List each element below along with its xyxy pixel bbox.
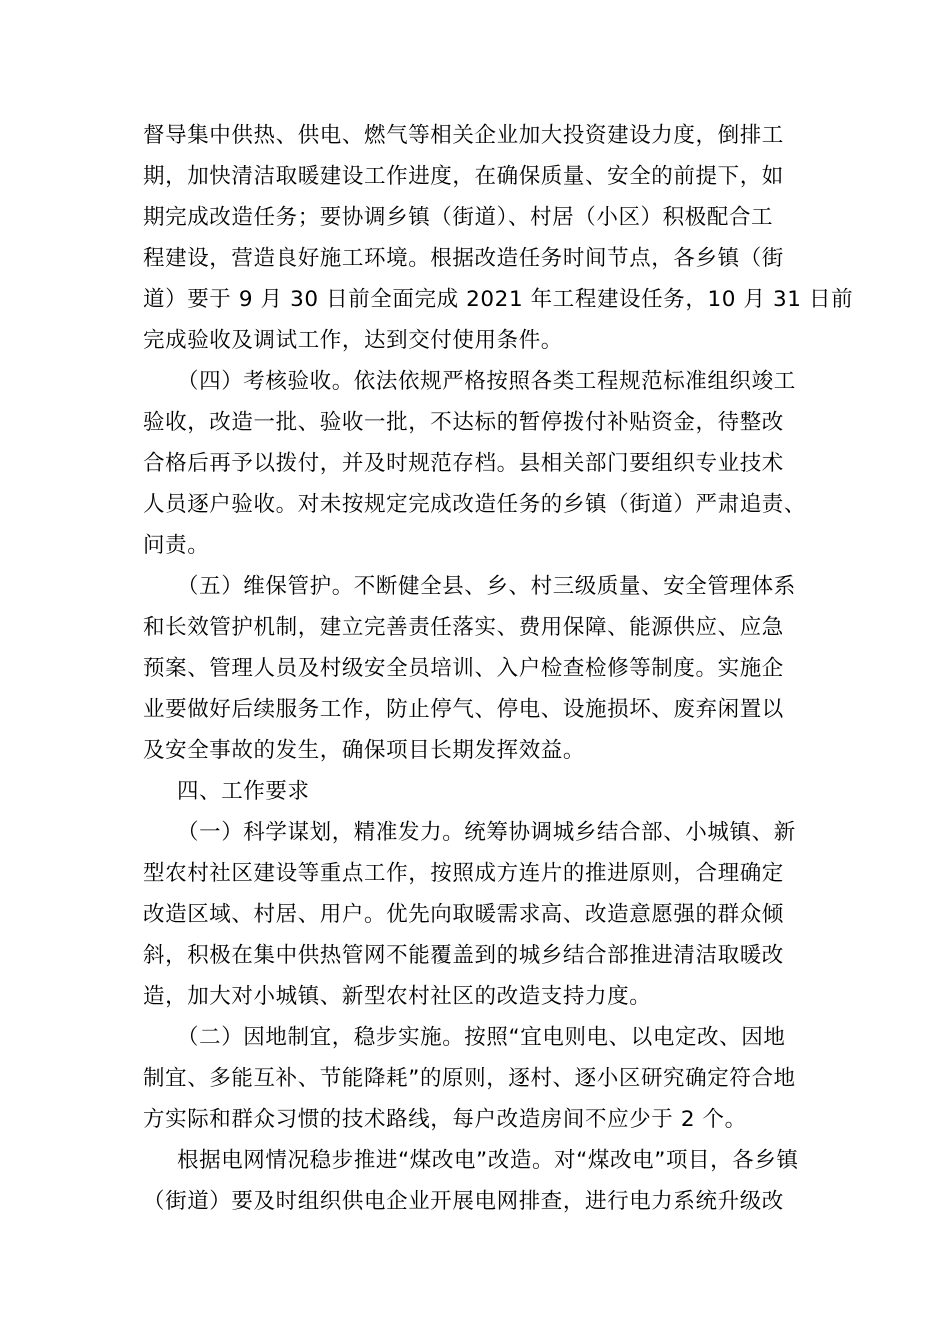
text-line: 期完成改造任务；要协调乡镇（街道）、村居（小区）积极配合工: [143, 205, 774, 230]
text-line: 和长效管护机制，建立完善责任落实、费用保障、能源供应、应急: [143, 615, 784, 640]
text-line: 验收，改造一批、验收一批，不达标的暂停拨付补贴资金，待整改: [143, 410, 784, 435]
text-line: （街道）要及时组织供电企业开展电网排查，进行电力系统升级改: [143, 1189, 784, 1214]
section-heading-line: （五）维保管护。不断健全县、乡、村三级质量、安全管理体系: [177, 574, 796, 599]
paragraph-first-line: 根据电网情况稳步推进“煤改电”改造。对“煤改电”项目，各乡镇: [177, 1148, 799, 1173]
section-heading-line: （四）考核验收。依法依规严格按照各类工程规范标准组织竣工: [177, 369, 796, 394]
section-heading-line: （一）科学谋划，精准发力。统筹协调城乡结合部、小城镇、新: [177, 820, 796, 845]
text-line: 造，加大对小城镇、新型农村社区的改造支持力度。: [143, 984, 652, 1009]
text-line: 程建设，营造良好施工环境。根据改造任务时间节点，各乡镇（街: [143, 246, 784, 271]
text-line: 制宜、多能互补、节能降耗”的原则，逐村、逐小区研究确定符合地: [143, 1066, 796, 1091]
text-line: 督导集中供热、供电、燃气等相关企业加大投资建设力度，倒排工: [143, 123, 784, 148]
text-line: 完成验收及调试工作，达到交付使用条件。: [143, 328, 563, 353]
text-line: 期，加快清洁取暖建设工作进度，在确保质量、安全的前提下，如: [143, 164, 784, 189]
text-line: 方实际和群众习惯的技术路线，每户改造房间不应少于 2 个。: [143, 1107, 747, 1132]
section-heading-line: （二）因地制宜，稳步实施。按照“宜电则电、以电定改、因地: [177, 1025, 786, 1050]
text-line: 及安全事故的发生，确保项目长期发挥效益。: [143, 738, 586, 763]
text-line: 型农村社区建设等重点工作，按照成方连片的推进原则，合理确定: [143, 861, 784, 886]
text-line: 问责。: [143, 533, 210, 558]
text-line: 预案、管理人员及村级安全员培训、入户检查检修等制度。实施企: [143, 656, 784, 681]
text-line: 斜，积极在集中供热管网不能覆盖到的城乡结合部推进清洁取暖改: [143, 943, 784, 968]
chapter-heading: 四、工作要求: [177, 779, 310, 804]
text-line: 人员逐户验收。对未按规定完成改造任务的乡镇（街道）严肃追责、: [143, 492, 807, 517]
text-line: 改造区域、村居、用户。优先向取暖需求高、改造意愿强的群众倾: [143, 902, 784, 927]
text-line: 业要做好后续服务工作，防止停气、停电、设施损坏、废弃闲置以: [143, 697, 784, 722]
text-line: 合格后再予以拨付，并及时规范存档。县相关部门要组织专业技术: [143, 451, 784, 476]
text-line: 道）要于 9 月 30 日前全面完成 2021 年工程建设任务，10 月 31 日前: [143, 287, 854, 312]
body-text: [143, 115, 854, 1222]
